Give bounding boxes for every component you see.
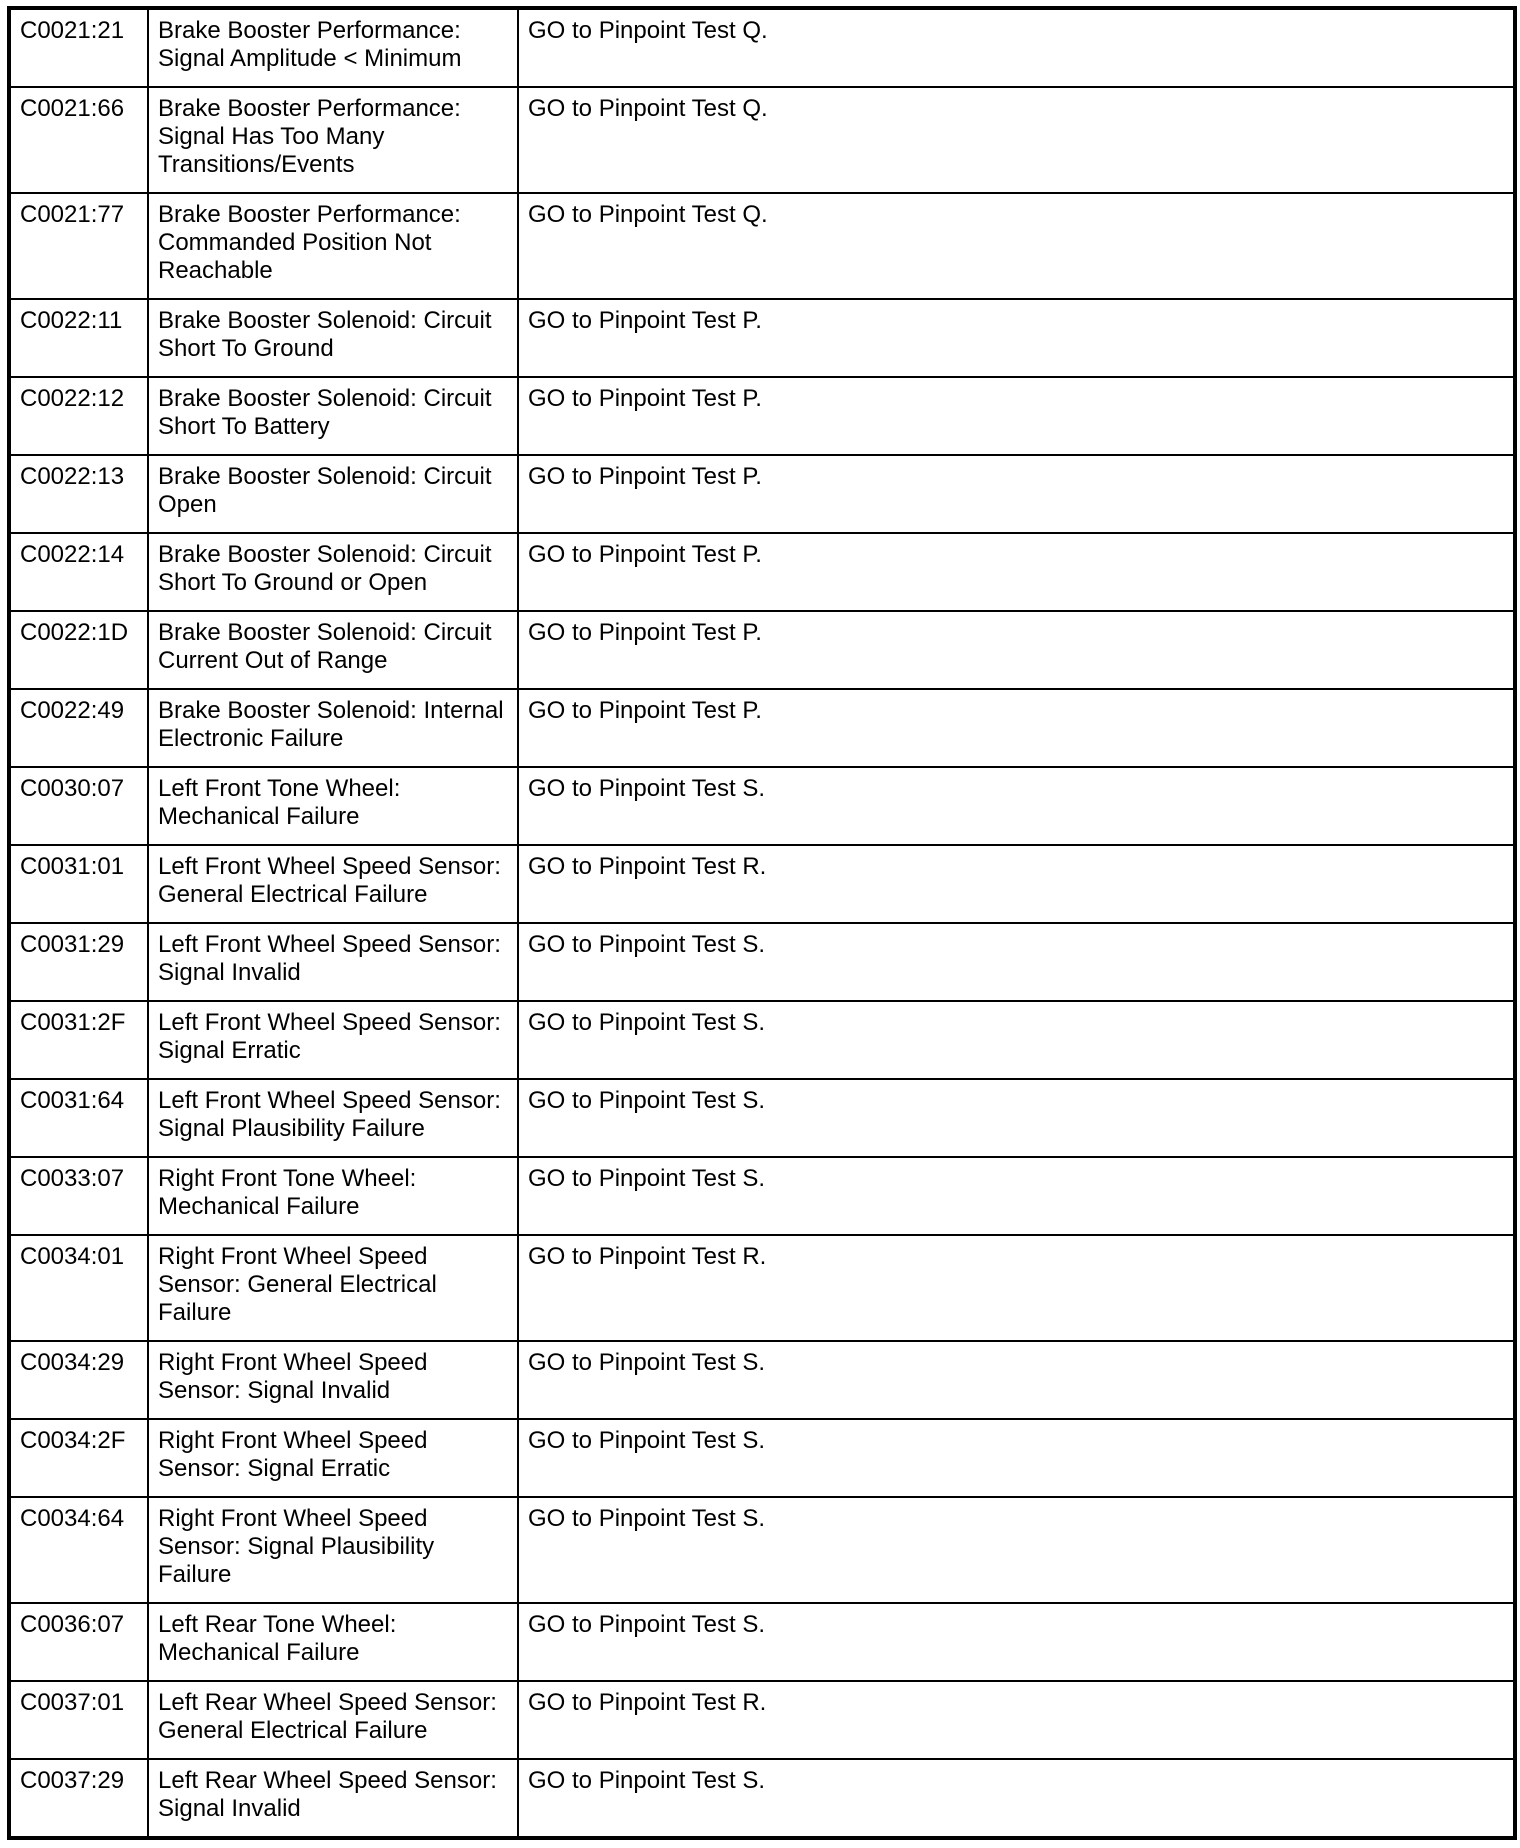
dtc-action-cell: GO to Pinpoint Test Q. bbox=[518, 87, 1515, 193]
dtc-code-cell: C0031:29 bbox=[9, 923, 148, 1001]
table-row bbox=[9, 87, 1515, 193]
dtc-description-cell: Brake Booster Performance: Signal Amplitude < Minimum bbox=[148, 8, 518, 87]
dtc-description-cell: Left Rear Tone Wheel: Mechanical Failure bbox=[148, 1603, 518, 1681]
dtc-code-cell: C0034:64 bbox=[9, 1497, 148, 1603]
dtc-action-cell: GO to Pinpoint Test P. bbox=[518, 455, 1515, 533]
dtc-action-cell: GO to Pinpoint Test S. bbox=[518, 923, 1515, 1001]
table-row bbox=[9, 1759, 1515, 1838]
dtc-action-cell: GO to Pinpoint Test S. bbox=[518, 1001, 1515, 1079]
table-row bbox=[9, 1603, 1515, 1681]
dtc-action-cell: GO to Pinpoint Test Q. bbox=[518, 193, 1515, 299]
dtc-code-cell: C0031:01 bbox=[9, 845, 148, 923]
dtc-code-cell: C0030:07 bbox=[9, 767, 148, 845]
dtc-description-cell: Brake Booster Solenoid: Circuit Current Out of Range bbox=[148, 611, 518, 689]
dtc-code-cell: C0037:01 bbox=[9, 1681, 148, 1759]
table-row bbox=[9, 1497, 1515, 1603]
dtc-description-cell: Brake Booster Solenoid: Circuit Short To Ground or Open bbox=[148, 533, 518, 611]
dtc-code-cell: C0021:77 bbox=[9, 193, 148, 299]
dtc-action-cell: GO to Pinpoint Test S. bbox=[518, 1759, 1515, 1838]
table-row bbox=[9, 923, 1515, 1001]
dtc-description-cell: Brake Booster Performance: Commanded Position Not Reachable bbox=[148, 193, 518, 299]
dtc-table bbox=[7, 6, 1517, 1840]
table-row bbox=[9, 611, 1515, 689]
dtc-code-cell: C0021:21 bbox=[9, 8, 148, 87]
dtc-action-cell: GO to Pinpoint Test P. bbox=[518, 689, 1515, 767]
dtc-code-cell: C0022:14 bbox=[9, 533, 148, 611]
table-row bbox=[9, 455, 1515, 533]
dtc-description-cell: Right Front Tone Wheel: Mechanical Failure bbox=[148, 1157, 518, 1235]
dtc-code-cell: C0034:01 bbox=[9, 1235, 148, 1341]
dtc-action-cell: GO to Pinpoint Test Q. bbox=[518, 8, 1515, 87]
dtc-action-cell: GO to Pinpoint Test S. bbox=[518, 1157, 1515, 1235]
dtc-action-cell: GO to Pinpoint Test S. bbox=[518, 1341, 1515, 1419]
dtc-description-cell: Left Front Wheel Speed Sensor: Signal Erratic bbox=[148, 1001, 518, 1079]
dtc-code-cell: C0037:29 bbox=[9, 1759, 148, 1838]
dtc-action-cell: GO to Pinpoint Test R. bbox=[518, 1235, 1515, 1341]
dtc-action-cell: GO to Pinpoint Test R. bbox=[518, 845, 1515, 923]
table-row bbox=[9, 299, 1515, 377]
dtc-description-cell: Right Front Wheel Speed Sensor: Signal Plausibility Failure bbox=[148, 1497, 518, 1603]
table-row bbox=[9, 1341, 1515, 1419]
dtc-code-cell: C0022:13 bbox=[9, 455, 148, 533]
dtc-action-cell: GO to Pinpoint Test S. bbox=[518, 1497, 1515, 1603]
dtc-description-cell: Left Front Tone Wheel: Mechanical Failure bbox=[148, 767, 518, 845]
table-row bbox=[9, 767, 1515, 845]
table-row bbox=[9, 8, 1515, 87]
dtc-description-cell: Brake Booster Solenoid: Internal Electronic Failure bbox=[148, 689, 518, 767]
dtc-action-cell: GO to Pinpoint Test P. bbox=[518, 533, 1515, 611]
table-row bbox=[9, 1681, 1515, 1759]
dtc-action-cell: GO to Pinpoint Test R. bbox=[518, 1681, 1515, 1759]
table-row bbox=[9, 193, 1515, 299]
dtc-code-cell: C0033:07 bbox=[9, 1157, 148, 1235]
dtc-action-cell: GO to Pinpoint Test P. bbox=[518, 611, 1515, 689]
dtc-code-cell: C0022:49 bbox=[9, 689, 148, 767]
table-row bbox=[9, 377, 1515, 455]
table-row bbox=[9, 1079, 1515, 1157]
table-row bbox=[9, 1419, 1515, 1497]
dtc-code-cell: C0022:12 bbox=[9, 377, 148, 455]
dtc-description-cell: Brake Booster Solenoid: Circuit Open bbox=[148, 455, 518, 533]
dtc-action-cell: GO to Pinpoint Test P. bbox=[518, 299, 1515, 377]
table-row bbox=[9, 1235, 1515, 1341]
dtc-description-cell: Left Front Wheel Speed Sensor: Signal Invalid bbox=[148, 923, 518, 1001]
table-row bbox=[9, 845, 1515, 923]
table-row bbox=[9, 689, 1515, 767]
dtc-description-cell: Right Front Wheel Speed Sensor: Signal Erratic bbox=[148, 1419, 518, 1497]
dtc-description-cell: Left Rear Wheel Speed Sensor: General Electrical Failure bbox=[148, 1681, 518, 1759]
dtc-description-cell: Brake Booster Solenoid: Circuit Short To Battery bbox=[148, 377, 518, 455]
dtc-description-cell: Left Front Wheel Speed Sensor: General Electrical Failure bbox=[148, 845, 518, 923]
dtc-code-cell: C0021:66 bbox=[9, 87, 148, 193]
dtc-action-cell: GO to Pinpoint Test P. bbox=[518, 377, 1515, 455]
dtc-description-cell: Left Front Wheel Speed Sensor: Signal Plausibility Failure bbox=[148, 1079, 518, 1157]
table-row bbox=[9, 1157, 1515, 1235]
dtc-description-cell: Brake Booster Solenoid: Circuit Short To Ground bbox=[148, 299, 518, 377]
dtc-code-cell: C0031:64 bbox=[9, 1079, 148, 1157]
dtc-code-cell: C0036:07 bbox=[9, 1603, 148, 1681]
dtc-action-cell: GO to Pinpoint Test S. bbox=[518, 1419, 1515, 1497]
dtc-description-cell: Right Front Wheel Speed Sensor: General Electrical Failure bbox=[148, 1235, 518, 1341]
dtc-action-cell: GO to Pinpoint Test S. bbox=[518, 1603, 1515, 1681]
dtc-description-cell: Brake Booster Performance: Signal Has Too Many Transitions/Events bbox=[148, 87, 518, 193]
dtc-code-cell: C0031:2F bbox=[9, 1001, 148, 1079]
dtc-description-cell: Right Front Wheel Speed Sensor: Signal Invalid bbox=[148, 1341, 518, 1419]
dtc-action-cell: GO to Pinpoint Test S. bbox=[518, 767, 1515, 845]
table-row bbox=[9, 1001, 1515, 1079]
table-row bbox=[9, 533, 1515, 611]
dtc-code-cell: C0034:2F bbox=[9, 1419, 148, 1497]
dtc-table-body bbox=[9, 8, 1515, 1838]
dtc-description-cell: Left Rear Wheel Speed Sensor: Signal Invalid bbox=[148, 1759, 518, 1838]
dtc-code-cell: C0022:11 bbox=[9, 299, 148, 377]
dtc-code-cell: C0034:29 bbox=[9, 1341, 148, 1419]
dtc-action-cell: GO to Pinpoint Test S. bbox=[518, 1079, 1515, 1157]
dtc-code-cell: C0022:1D bbox=[9, 611, 148, 689]
